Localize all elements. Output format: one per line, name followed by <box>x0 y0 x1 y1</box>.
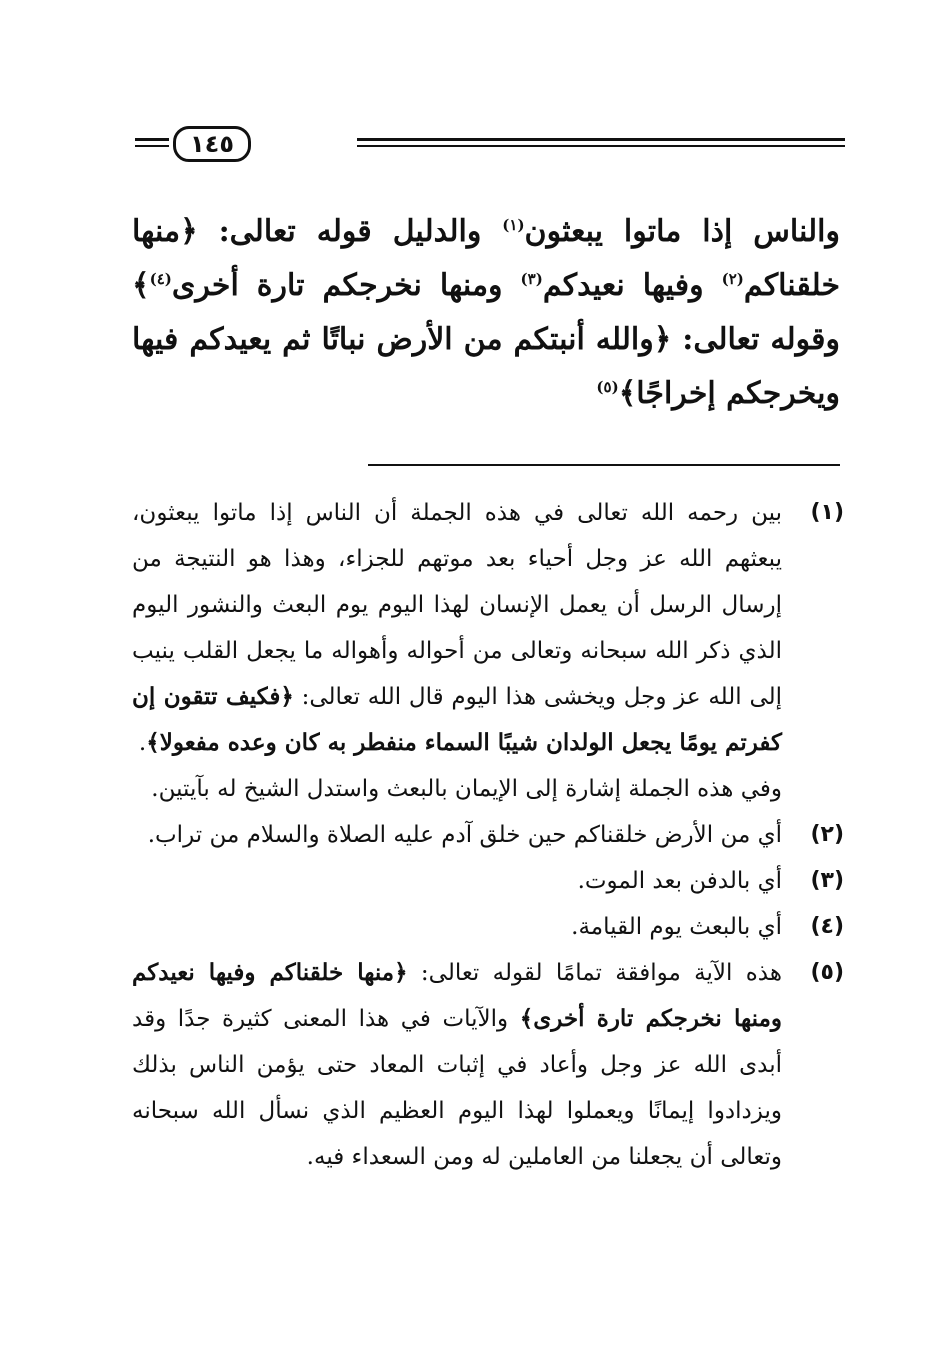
footnote-ref-1: (١) <box>502 216 525 234</box>
footnote-text: أي بالدفن بعد الموت. <box>577 868 782 894</box>
footnote-3 <box>132 858 844 904</box>
main-text-segment: وفيها نعيدكم <box>542 268 722 303</box>
footnote-ref-2: (٢) <box>721 270 744 288</box>
main-text-segment: ومنها نخرجكم تارة أخرى <box>171 268 521 303</box>
footnote-text-segment: هذه الآية موافقة تمامًا لقوله تعالى: <box>407 960 782 986</box>
footnote-ref-5: (٥) <box>596 378 619 396</box>
footnote-number: (٣) <box>810 868 844 893</box>
footnote-ref-3: (٣) <box>520 270 543 288</box>
footnote-number: (٢) <box>810 822 844 847</box>
quran-quote: ﴿منها خلقناكم وفيها نعيدكم ومنها نخرجكم تارة أخرى﴾ <box>132 959 783 1032</box>
footnote-4 <box>132 904 844 950</box>
footnote-1 <box>132 490 844 766</box>
footnote-ref-4: (٤) <box>149 270 172 288</box>
header-rule-left <box>135 138 169 147</box>
footnote-text <box>132 950 782 1180</box>
main-text-segment: والناس إذا ماتوا يبعثون <box>524 214 840 249</box>
header-rule-right <box>357 138 845 147</box>
main-text-segment: ﴾وقوله تعالى: ﴿والله أنبتكم من الأرض نباتًا ثم يعيدكم فيها ويخرجكم إخراجًا﴾ <box>132 268 840 411</box>
main-text-segment: والدليل قوله تعالى: ﴿منها خلقناكم <box>132 214 840 303</box>
footnote-5 <box>132 950 844 1180</box>
footnote-text: أي من الأرض خلقناكم حين خلق آدم عليه الصلاة والسلام من تراب. <box>147 822 782 848</box>
footnote-number: (٥) <box>810 960 844 985</box>
main-text <box>132 205 840 421</box>
footnote-text-segment: والآيات في هذا المعنى كثيرة جدًا وقد أبدى الله عز وجل وأعاد في إثبات المعاد حتى يؤمن الناس بذلك ويزدادوا إيمانًا ويعملوا لهذا اليوم العظيم الذي نسأل الله سبحانه وتعالى أن يجعلنا من العاملين له ومن السعداء فيه. <box>132 1006 782 1170</box>
footnote-1-continuation: وفي هذه الجملة إشارة إلى الإيمان بالبعث واستدل الشيخ له بآيتين. <box>151 776 782 802</box>
footnote-text-segment: بين رحمه الله تعالى في هذه الجملة أن الناس إذا ماتوا يبعثون، يبعثهم الله عز وجل أحياء بعد موتهم للجزاء، وهذا هو النتيجة من إرسال الرسل أن يعمل الإنسان لهذا اليوم يوم البعث والنشور اليوم الذي ذكر الله سبحانه وتعالى من أحواله وأهواله ما يجعل القلب ينيب إلى الله عز وجل ويخشى هذا اليوم قال الله تعالى: <box>132 500 783 710</box>
footnotes <box>132 490 844 1180</box>
footnote-2 <box>132 812 844 858</box>
page-header <box>135 126 845 166</box>
page-number: ١٤٥ <box>173 126 251 162</box>
footnote-text <box>132 490 782 766</box>
footnote-number: (٤) <box>810 914 844 939</box>
quran-quote: ﴿فكيف تتقون إن كفرتم يومًا يجعل الولدان شيبًا السماء منفطر به كان وعده مفعولا﴾ <box>132 683 782 756</box>
footnote-text-segment: . <box>138 730 147 756</box>
footnote-separator <box>368 464 840 466</box>
footnote-text: أي بالبعث يوم القيامة. <box>571 914 782 940</box>
footnote-number: (١) <box>810 500 844 525</box>
